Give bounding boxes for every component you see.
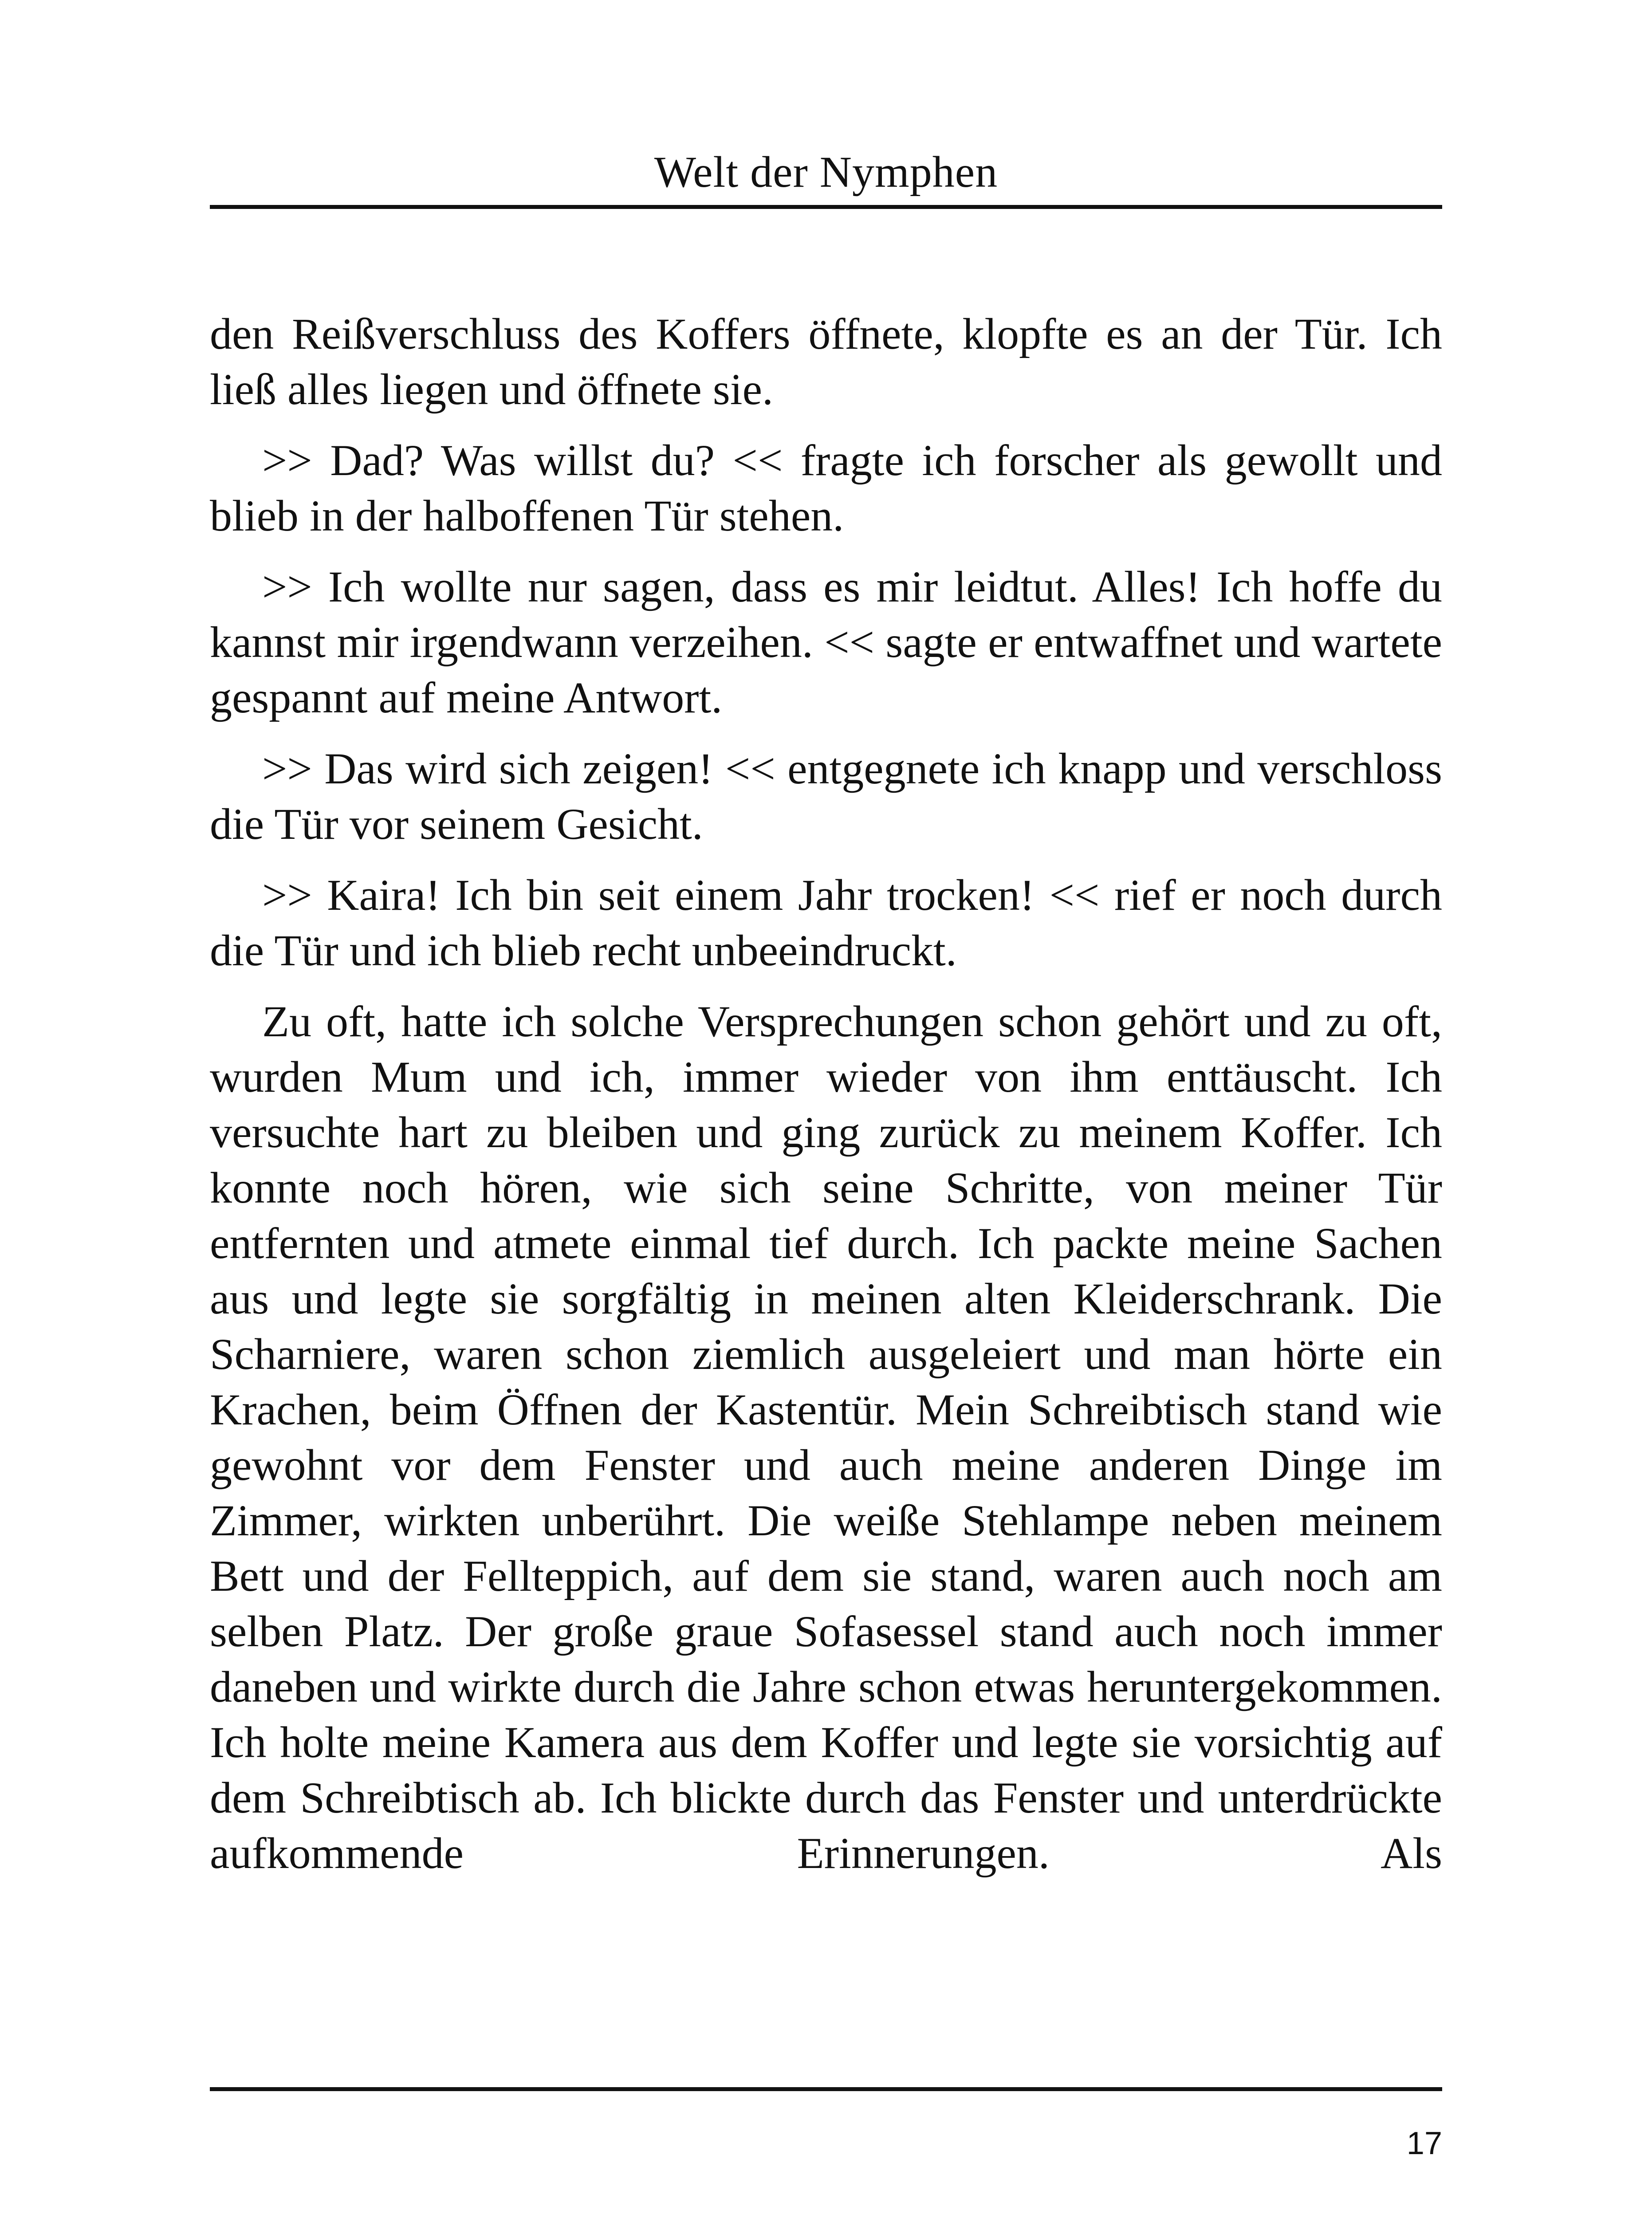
- page-number: 17: [1406, 2126, 1442, 2161]
- paragraph-1: den Reißverschluss des Koffers öffnete, klopfte es an der Tür. Ich ließ alles liegen und öffnete sie.: [210, 309, 1442, 414]
- paragraph-6: Zu oft, hatte ich solche Versprechungen schon gehört und zu oft, wurden Mum und ich, immer wieder von ihm enttäuscht. Ich versuchte hart zu bleiben und ging zurück zu meinem Koffer. Ich konnte noch hören, wie sich seine Schritte, von meiner Tür entfernten und atmete einmal tief durch. Ich packte meine Sachen aus und legte sie sorgfältig in meinen alten Kleiderschrank. Die Scharniere, waren schon ziemlich ausgeleiert und man hörte ein Krachen, beim Öffnen der Kastentür. Mein Schreibtisch stand wie gewohnt vor dem Fenster und auch meine anderen Dinge im Zimmer, wirkten unberührt. Die weiße Stehlampe neben meinem Bett und der Fellteppich, auf dem sie stand, waren auch noch am selben Platz. Der große graue Sofasessel stand auch noch immer daneben und wirkte durch die Jahre schon etwas heruntergekommen. Ich holte meine Kamera aus dem Koffer und legte sie vorsichtig auf dem Schreibtisch ab. Ich blickte durch das Fenster und unterdrückte aufkommende Erinnerungen. Als: [210, 997, 1442, 1878]
- footer-divider: [210, 2087, 1442, 2091]
- paragraph-2: >> Dad? Was willst du? << fragte ich forscher als gewollt und blieb in der halboffenen Tür stehen.: [210, 436, 1442, 540]
- paragraph-3: >> Ich wollte nur sagen, dass es mir leidtut. Alles! Ich hoffe du kannst mir irgendwann verzeihen. << sagte er entwaffnet und wartete gespannt auf meine Antwort.: [210, 562, 1442, 722]
- paragraph-5: >> Kaira! Ich bin seit einem Jahr trocken! << rief er noch durch die Tür und ich blieb recht unbeeindruckt.: [210, 870, 1442, 975]
- running-header-title: Welt der Nymphen: [654, 147, 998, 197]
- page-body: [210, 306, 1442, 1896]
- header-divider: [210, 205, 1442, 209]
- paragraph-4: >> Das wird sich zeigen! << entgegnete ich knapp und verschloss die Tür vor seinem Gesicht.: [210, 744, 1442, 849]
